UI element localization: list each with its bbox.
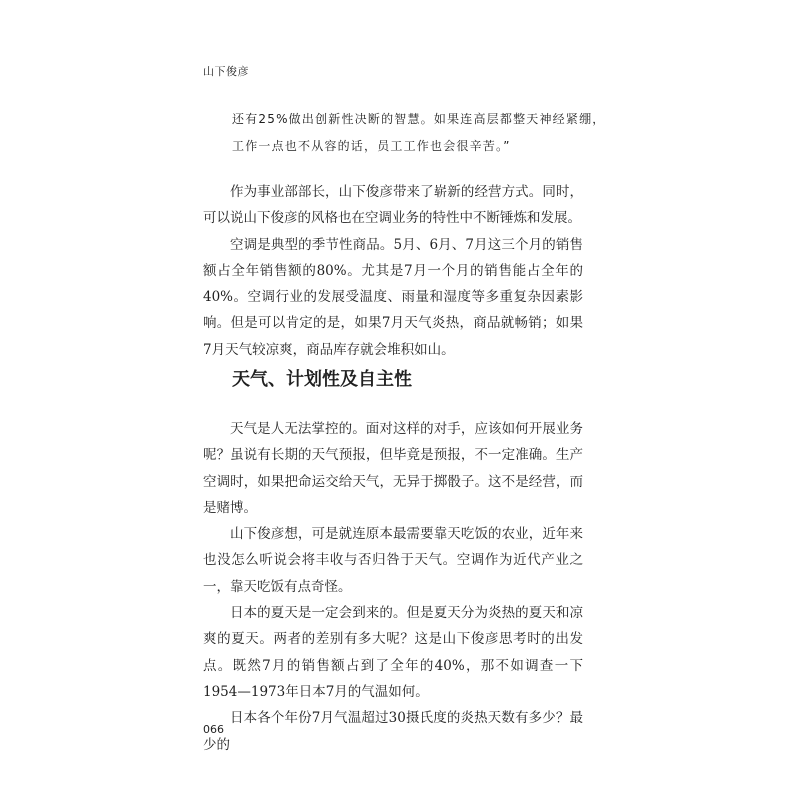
section-body	[203, 179, 583, 363]
body-paragraph: 山下俊彦想，可是就连原本最需要靠天吃饭的农业，近年来也没怎么听说会将丰收与否归咎于天气。空调作为近代产业之一，靠天吃饭有点奇怪。	[203, 526, 583, 595]
page-number: 066	[203, 723, 224, 736]
section-body	[203, 416, 583, 758]
running-header: 山下俊彦	[203, 65, 249, 78]
body-paragraph: 日本各个年份7月气温超过30摄氏度的炎热天数有多少？最少的	[203, 710, 583, 753]
quote-line: 还有25%做出创新性决断的智慧。如果连高层都整天神经紧绷，	[232, 112, 606, 126]
quote-line: 工作一点也不从容的话，员工工作也会很辛苦。”	[232, 139, 511, 153]
body-paragraph: 空调是典型的季节性商品。5月、6月、7月这三个月的销售额占全年销售额的80%。尤其是7月一个月的销售能占全年的40%。空调行业的发展受温度、雨量和湿度等多重复杂因素影响。但是可以肯定的是，如果7月天气炎热，商品就畅销；如果7月天气较凉爽，商品库存就会堆积如山。	[203, 236, 583, 358]
section-heading: 天气、计划性及自主性	[232, 369, 412, 390]
body-paragraph: 日本的夏天是一定会到来的。但是夏天分为炎热的夏天和凉爽的夏天。两者的差别有多大呢？这是山下俊彦思考时的出发点。既然7月的销售额占到了全年的40%，那不如调查一下1954—1973年日本7月的气温如何。	[203, 605, 583, 700]
body-paragraph: 天气是人无法掌控的。面对这样的对手，应该如何开展业务呢？虽说有长期的天气预报，但毕竟是预报，不一定准确。生产空调时，如果把命运交给天气，无异于掷骰子。这不是经营，而是赌博。	[203, 421, 583, 516]
body-paragraph: 作为事业部部长，山下俊彦带来了崭新的经营方式。同时，可以说山下俊彦的风格也在空调业务的特性中不断锤炼和发展。	[203, 184, 583, 227]
quote-block	[232, 106, 606, 160]
